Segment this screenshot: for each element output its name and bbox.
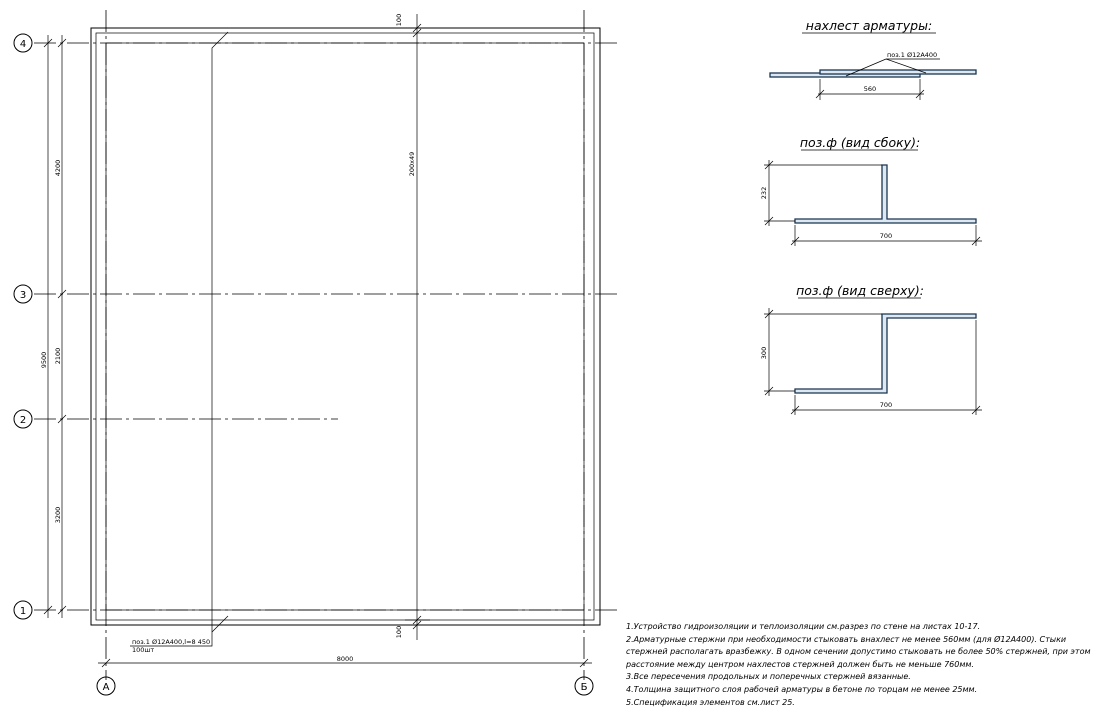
svg-text:2100: 2100: [54, 347, 62, 365]
dim-spacing: [395, 14, 430, 640]
dim-chain-segments: [54, 35, 66, 618]
top-dim-w: 700: [879, 401, 893, 409]
lap-bar-right: [820, 70, 976, 74]
note-item: 3.Все пересечения продольных и поперечных стержней вязанные.: [626, 672, 911, 682]
svg-text:200х49: 200х49: [408, 151, 416, 177]
detail-side-title: поз.ф (вид сбоку):: [799, 135, 921, 150]
detail-lap: [770, 18, 976, 100]
slab-inner-outline: [96, 33, 594, 620]
svg-text:100шт: 100шт: [132, 646, 155, 654]
svg-text:1: 1: [19, 606, 27, 617]
detail-top-title: поз.ф (вид сверху):: [796, 283, 924, 298]
axis-bubble-1: [14, 601, 32, 619]
side-bar-shape: [795, 165, 976, 223]
svg-text:100: 100: [395, 13, 403, 27]
general-notes: [626, 621, 1098, 709]
side-dim-w: 700: [879, 232, 893, 240]
svg-text:2: 2: [19, 415, 27, 426]
detail-top: [760, 283, 982, 415]
detail-side: [760, 135, 982, 246]
note-item: 5.Спецификация элементов см.лист 25.: [626, 697, 795, 707]
svg-text:4: 4: [19, 39, 27, 50]
lap-dim: 560: [863, 85, 877, 93]
rebar-field-outline: [106, 43, 584, 610]
svg-text:А: А: [102, 682, 110, 693]
svg-text:Б: Б: [580, 682, 588, 693]
top-bar-shape: [795, 314, 976, 393]
note-item: 4.Толщина защитного слоя рабочей арматуры в бетоне по торцам не менее 25мм.: [626, 684, 978, 694]
detail-lap-title: нахлест арматуры:: [805, 18, 933, 33]
slab-outer-outline: [91, 28, 600, 625]
dim-width: [98, 655, 592, 667]
svg-text:3: 3: [19, 290, 27, 301]
lap-label: поз.1 Ø12А400: [887, 51, 938, 59]
note-item: 1.Устройство гидроизоляции и теплоизоляции см.разрез по стене на листах 10-17.: [626, 622, 981, 631]
axis-bubble-4: [14, 34, 32, 52]
axis-bubble-3: [14, 285, 32, 303]
axis-bubble-2: [14, 410, 32, 428]
svg-text:100: 100: [395, 625, 403, 639]
rebar-leader: [130, 32, 228, 654]
svg-text:3200: 3200: [54, 506, 62, 524]
side-dim-h: 232: [760, 186, 768, 200]
note-item: 2.Арматурные стержни при необходимости стыковать внахлест не менее 560мм (для Ø12А400). Стыки стержней располагать вразбежку. В одном сечении допустимо стыковать не более 50% стержней, при этом расстояние между центром нахлестов стержней должен быть не меньше 760мм.: [626, 634, 1091, 669]
svg-text:9500: 9500: [40, 351, 48, 369]
svg-text:8000: 8000: [336, 655, 354, 663]
svg-text:поз.1 Ø12А400,l=8 450: поз.1 Ø12А400,l=8 450: [132, 638, 211, 646]
dim-chain-total: [40, 35, 52, 618]
top-dim-h: 300: [760, 346, 768, 360]
svg-text:4200: 4200: [54, 159, 62, 177]
